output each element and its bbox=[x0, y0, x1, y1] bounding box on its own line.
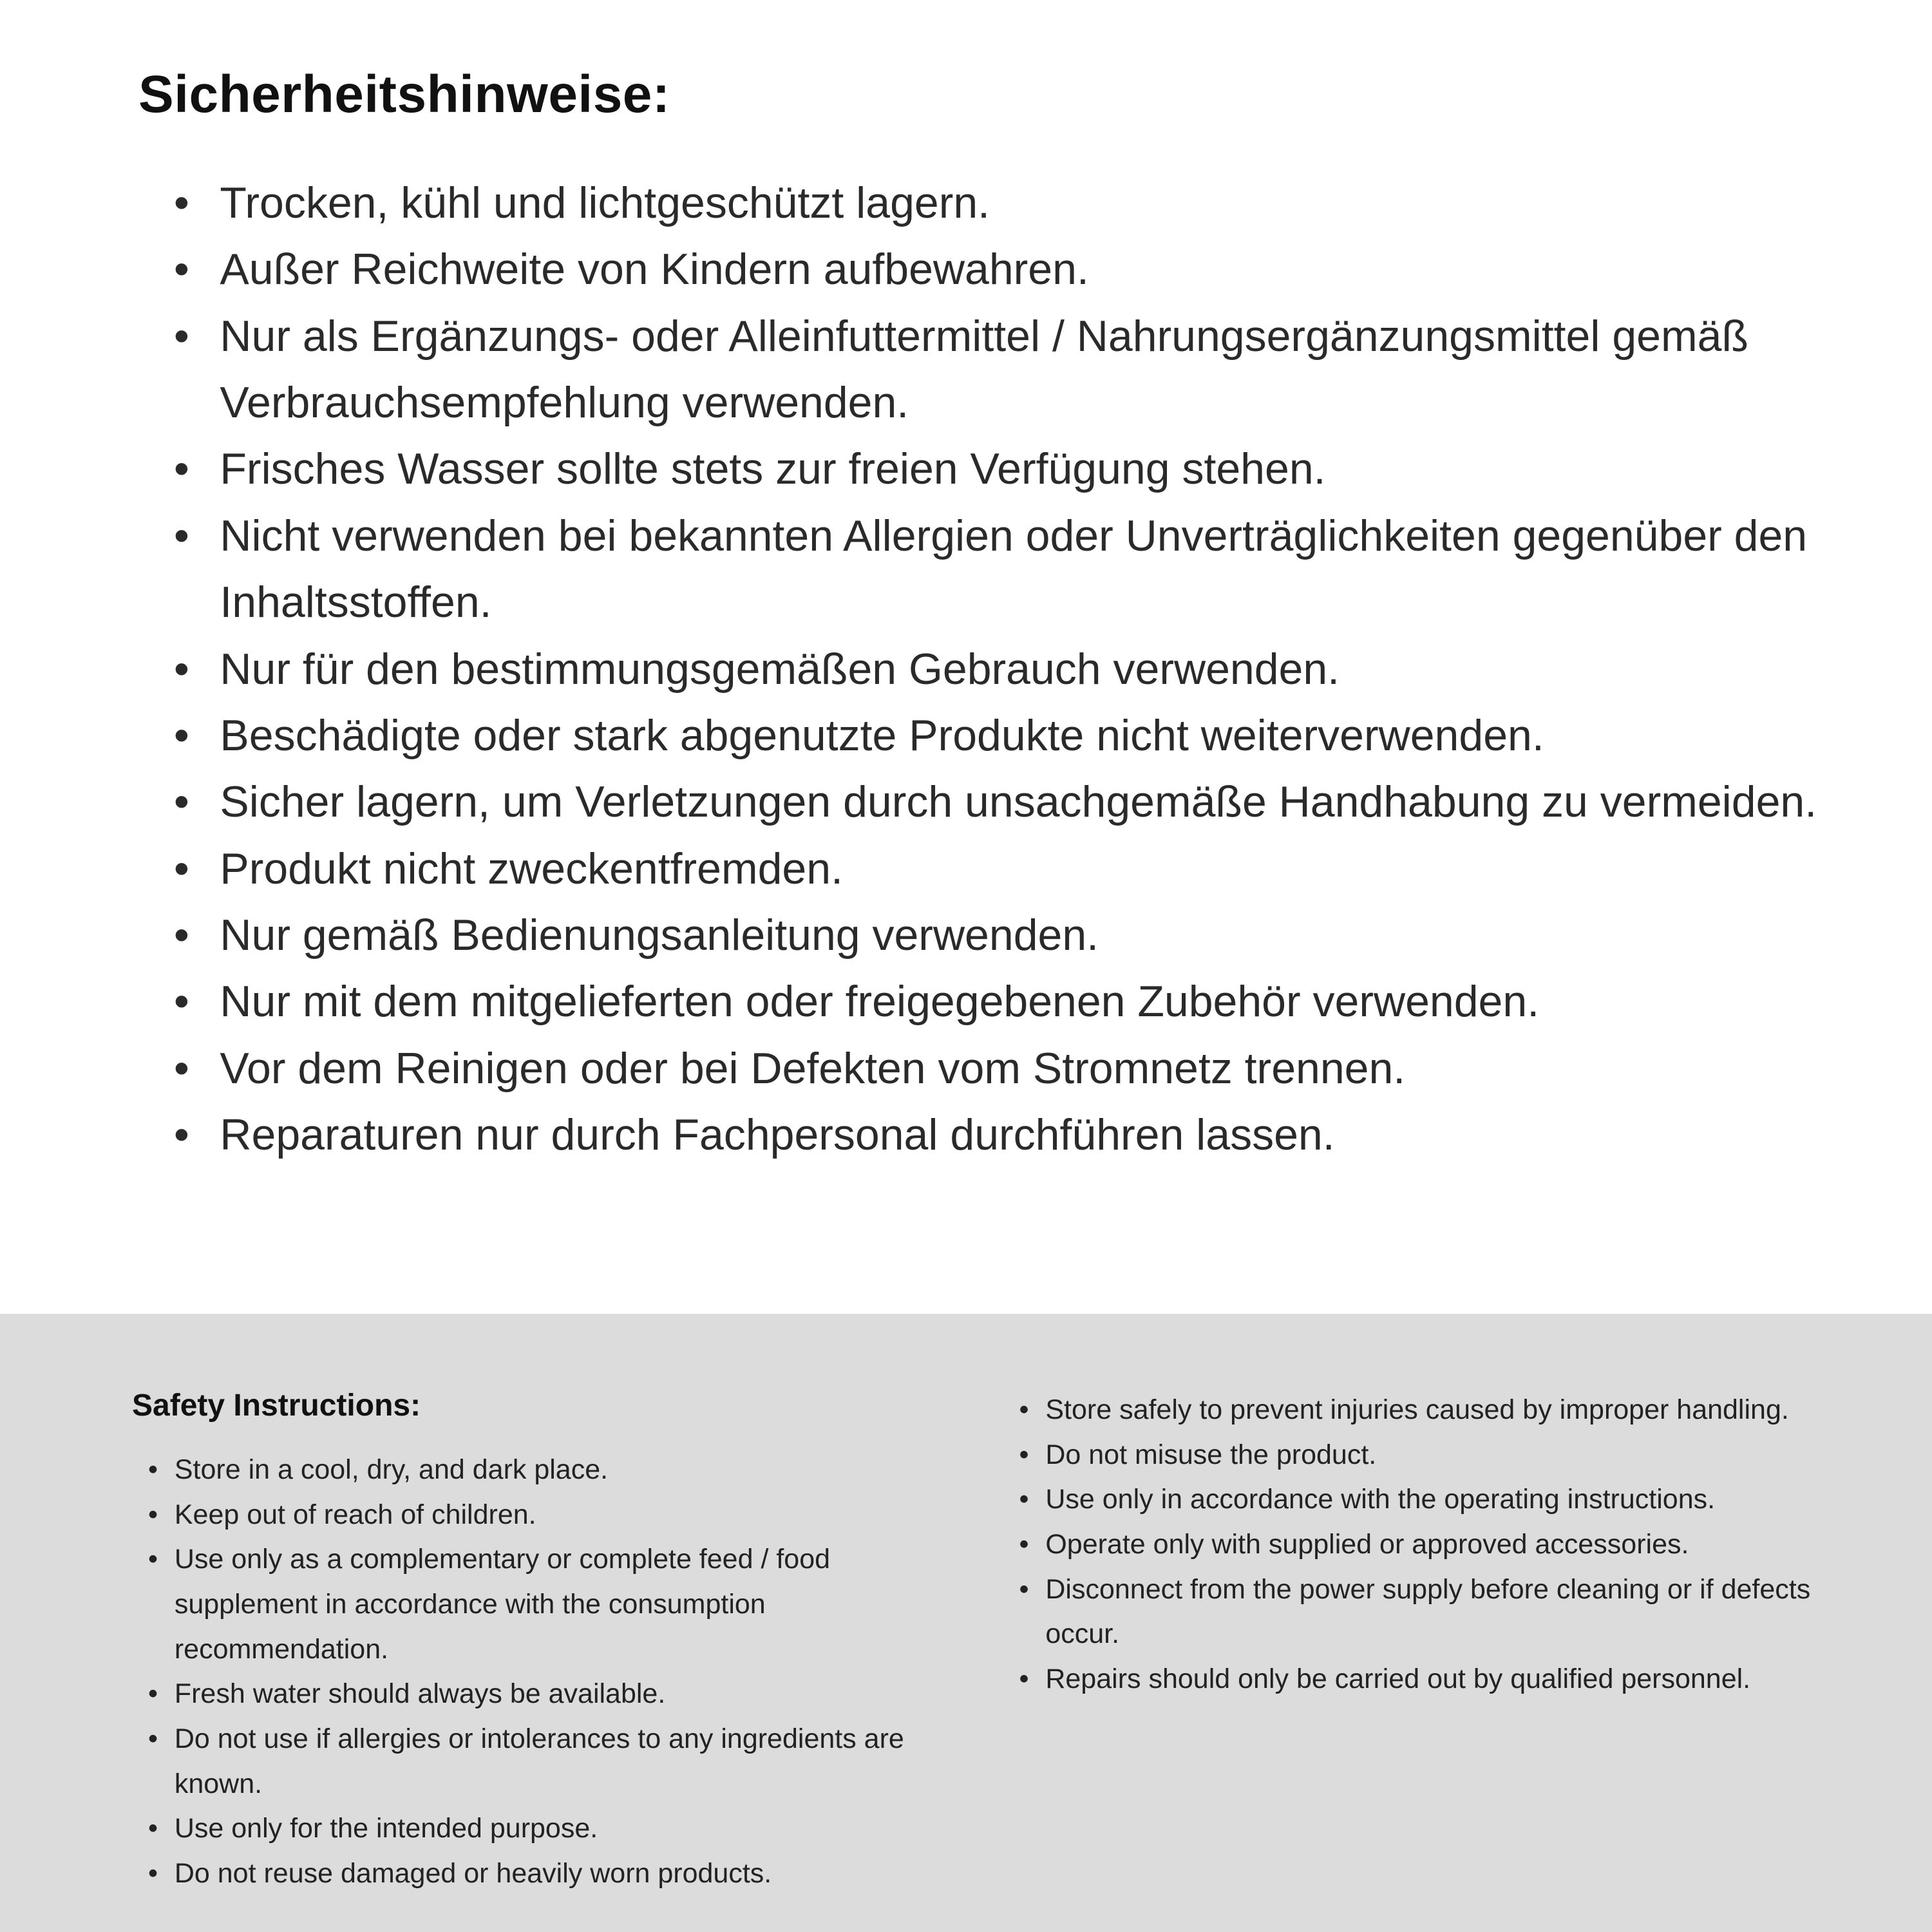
list-item: • Nur als Ergänzungs- oder Alleinfuttermittel / Nahrungsergänzungsmittel gemäß Verbrauchsempfehlung verwenden. bbox=[174, 303, 1835, 437]
english-bullet-list-right bbox=[1019, 1388, 1836, 1702]
list-item: • Store in a cool, dry, and dark place. bbox=[148, 1448, 949, 1493]
list-item: • Store safely to prevent injuries caused by improper handling. bbox=[1019, 1388, 1836, 1433]
list-item: • Disconnect from the power supply before cleaning or if defects occur. bbox=[1019, 1567, 1836, 1657]
list-item: • Use only for the intended purpose. bbox=[148, 1806, 949, 1852]
list-item: • Nur gemäß Bedienungsanleitung verwenden. bbox=[174, 902, 1835, 969]
english-section bbox=[0, 1314, 1932, 1932]
list-item: • Frisches Wasser sollte stets zur freien Verfügung stehen. bbox=[174, 436, 1835, 502]
list-item: • Vor dem Reinigen oder bei Defekten vom Stromnetz trennen. bbox=[174, 1036, 1835, 1102]
english-left-column bbox=[132, 1388, 949, 1932]
english-section-title: Safety Instructions: bbox=[132, 1388, 421, 1423]
german-bullet-list bbox=[138, 170, 1835, 1168]
list-item: • Use only as a complementary or complete feed / food supplement in accordance with the consumption recommendation. bbox=[148, 1537, 949, 1672]
list-item: • Trocken, kühl und lichtgeschützt lagern. bbox=[174, 170, 1835, 236]
list-item: • Nur für den bestimmungsgemäßen Gebrauch verwenden. bbox=[174, 636, 1835, 703]
list-item: • Sicher lagern, um Verletzungen durch unsachgemäße Handhabung zu vermeiden. bbox=[174, 769, 1835, 835]
list-item: • Operate only with supplied or approved accessories. bbox=[1019, 1522, 1836, 1567]
list-item: • Nur mit dem mitgelieferten oder freigegebenen Zubehör verwenden. bbox=[174, 969, 1835, 1035]
list-item: • Reparaturen nur durch Fachpersonal durchführen lassen. bbox=[174, 1102, 1835, 1168]
german-section-title: Sicherheitshinweise: bbox=[138, 65, 670, 124]
list-item: • Keep out of reach of children. bbox=[148, 1493, 949, 1538]
list-item: • Beschädigte oder stark abgenutzte Produkte nicht weiterverwenden. bbox=[174, 703, 1835, 769]
list-item: • Außer Reichweite von Kindern aufbewahren. bbox=[174, 236, 1835, 303]
list-item: • Do not use if allergies or intolerances to any ingredients are known. bbox=[148, 1717, 949, 1806]
list-item: • Repairs should only be carried out by qualified personnel. bbox=[1019, 1657, 1836, 1702]
list-item: • Use only in accordance with the operating instructions. bbox=[1019, 1477, 1836, 1522]
list-item: • Do not reuse damaged or heavily worn products. bbox=[148, 1852, 949, 1897]
list-item: • Do not misuse the product. bbox=[1019, 1433, 1836, 1478]
list-item: • Fresh water should always be available. bbox=[148, 1672, 949, 1717]
english-bullet-list-left bbox=[132, 1448, 949, 1897]
list-item: • Produkt nicht zweckentfremden. bbox=[174, 836, 1835, 902]
english-right-column bbox=[1019, 1388, 1836, 1932]
list-item: • Nicht verwenden bei bekannten Allergien oder Unverträglichkeiten gegenüber den Inhaltsstoffen. bbox=[174, 503, 1835, 636]
